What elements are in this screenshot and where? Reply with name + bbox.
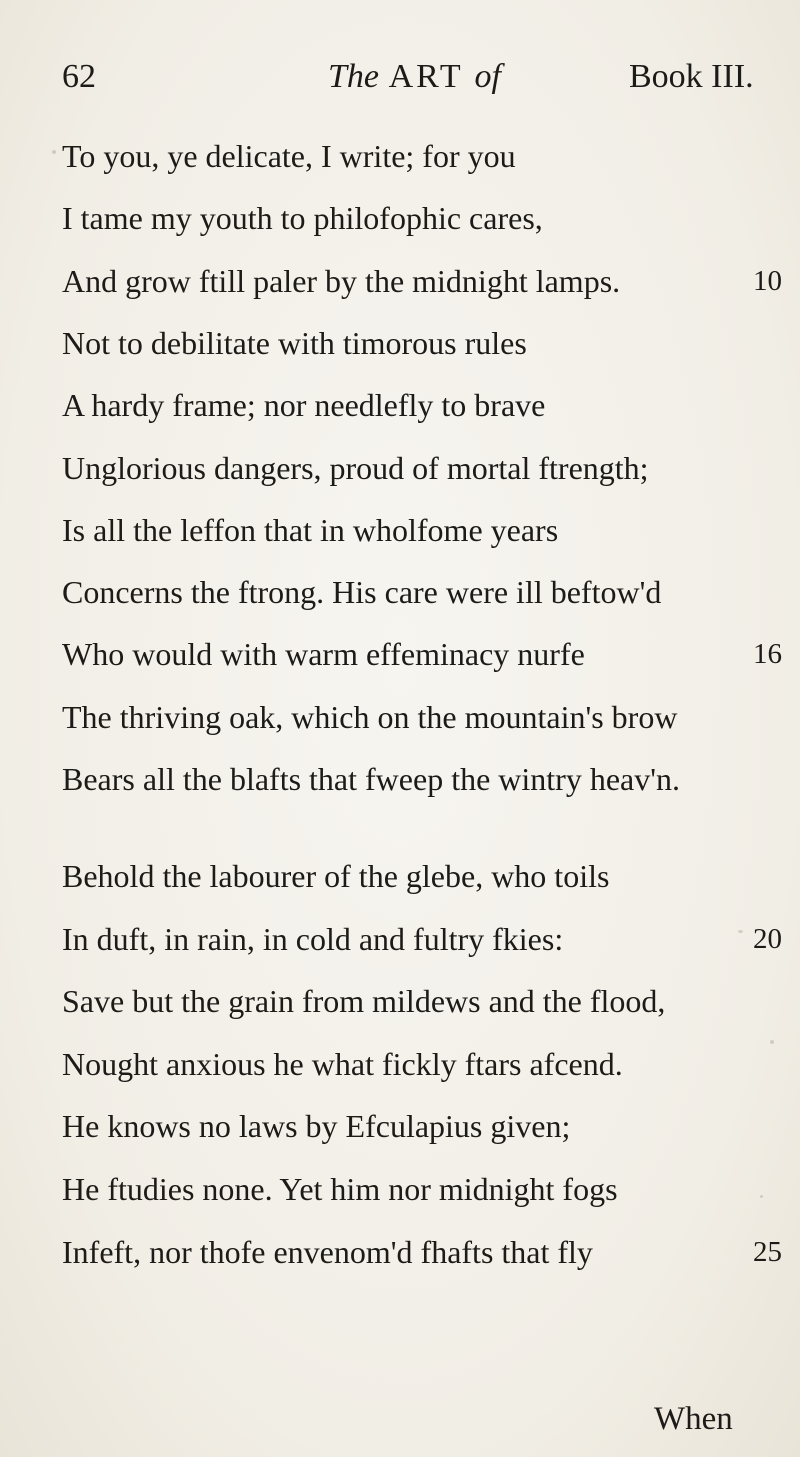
verse-line-text: He ftudies none. Yet him nor midnight fogs (62, 1171, 618, 1207)
catchword: When (654, 1401, 733, 1437)
verse-line (62, 377, 782, 433)
verse-line (62, 440, 782, 496)
verse-line-text: Nought anxious he what fickly ftars afcend. (62, 1045, 623, 1082)
verse-line-text: Not to debilitate with timorous rules (62, 324, 527, 361)
verse-line (62, 253, 782, 309)
running-title-of: of (474, 58, 501, 95)
running-title (328, 52, 501, 102)
paper-speck (770, 1040, 774, 1044)
verse-line (62, 911, 782, 967)
line-number: 10 (753, 264, 782, 297)
running-head (62, 52, 800, 102)
running-title-the: The (328, 58, 379, 95)
line-number: 16 (753, 638, 782, 671)
verse-line (62, 1161, 782, 1217)
verse-line-text: Who would with warm effeminacy nurfe (62, 636, 585, 673)
verse-line-text: Unglorious dangers, proud of mortal ftrength; (62, 449, 649, 486)
verse-line-text: He knows no laws by Efculapius given; (62, 1108, 571, 1145)
verse-line-text: And grow ftill paler by the midnight lamps. (62, 262, 621, 299)
book-reference: Book III. (629, 58, 754, 95)
verse-line (62, 190, 782, 246)
line-number: 20 (753, 922, 782, 955)
verse-line (62, 626, 782, 682)
verse-line-text: Concerns the ftrong. His care were ill beftow'd (62, 574, 662, 611)
verse-line-text: Is all the leffon that in wholfome years (62, 511, 559, 548)
verse-line (62, 848, 782, 904)
verse-line-text: Bears all the blafts that fweep the wintry heav'n. (62, 761, 680, 797)
verse-line-text: In duft, in rain, in cold and fultry fkies: (62, 920, 564, 957)
verse-line-text: To you, ye delicate, I write; for you (62, 138, 516, 174)
stanza-2 (62, 848, 782, 1270)
verse-line-text: Save but the grain from mildews and the flood, (62, 983, 666, 1020)
verse-line (62, 315, 782, 371)
verse-line (62, 502, 782, 558)
line-number: 25 (753, 1235, 782, 1268)
verse-line-text: A hardy frame; nor needlefly to brave (62, 387, 546, 424)
verse-line (62, 1036, 782, 1092)
verse-line (62, 689, 782, 745)
page-number: 62 (62, 58, 96, 95)
verse-line (62, 1224, 782, 1280)
paper-speck (738, 930, 743, 933)
verse-line (62, 751, 782, 807)
verse-line (62, 1098, 782, 1154)
paper-speck (52, 150, 56, 154)
verse-line (62, 128, 782, 184)
verse-line-text: I tame my youth to philofophic cares, (62, 200, 543, 237)
stanza-1 (62, 128, 782, 797)
verse-line-text: Behold the labourer of the glebe, who toils (62, 858, 610, 894)
paper-speck (760, 1195, 763, 1198)
verse-line (62, 564, 782, 620)
verse-line-text: The thriving oak, which on the mountain's brow (62, 698, 678, 735)
running-title-art: ART (388, 58, 463, 95)
verse-line (62, 973, 782, 1029)
verse-line-text: Infeft, nor thofe envenom'd fhafts that fly (62, 1233, 593, 1270)
